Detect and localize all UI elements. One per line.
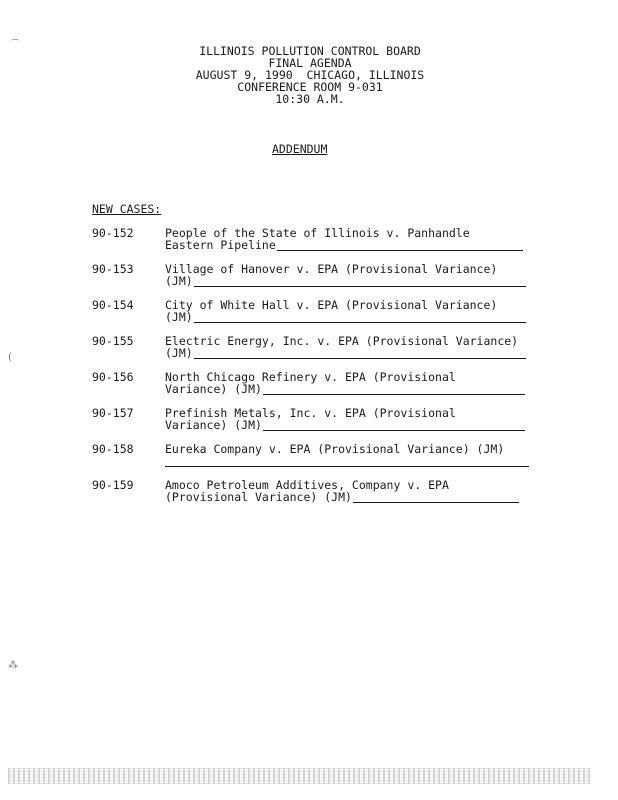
case-number: 90-155 — [92, 334, 134, 348]
case-title-line1: Amoco Petroleum Additives, Company v. EPA — [165, 478, 449, 492]
case-title-line2: Variance) (JM) — [165, 418, 262, 432]
case-title-line1: North Chicago Refinery v. EPA (Provisional — [165, 370, 456, 384]
case-description — [165, 371, 545, 395]
case-description — [165, 299, 545, 323]
case-title-line1: Prefinish Metals, Inc. v. EPA (Provisional — [165, 406, 456, 420]
case-description — [165, 335, 545, 359]
case-description — [165, 407, 545, 431]
case-number: 90-153 — [92, 262, 134, 276]
blank-rule — [277, 240, 523, 251]
document-header — [0, 45, 618, 105]
case-item — [92, 335, 542, 371]
scan-mark-top: ⌒ — [10, 40, 20, 51]
case-list — [92, 227, 542, 515]
case-item — [92, 371, 542, 407]
header-date-location: AUGUST 9, 1990 CHICAGO, ILLINOIS — [195, 68, 425, 82]
case-title-line2: (Provisional Variance) (JM) — [165, 490, 352, 504]
addendum-title: ADDENDUM — [272, 142, 328, 156]
case-number: 90-157 — [92, 406, 134, 420]
header-organization: ILLINOIS POLLUTION CONTROL BOARD — [199, 44, 421, 58]
case-item — [92, 443, 542, 479]
case-number: 90-154 — [92, 298, 134, 312]
scan-mark-bottom: ⁂ — [8, 660, 18, 671]
case-title-line1: Village of Hanover v. EPA (Provisional Variance) — [165, 262, 498, 276]
header-time: 10:30 A.M. — [275, 92, 345, 106]
case-title-line2: (JM) — [165, 274, 193, 288]
case-description — [165, 227, 545, 251]
case-item — [92, 227, 542, 263]
blank-rule — [353, 492, 519, 503]
case-title-line1: People of the State of Illinois v. Panhandle — [165, 226, 470, 240]
case-number: 90-158 — [92, 442, 134, 456]
case-description — [165, 479, 545, 503]
blank-rule — [194, 348, 526, 359]
blank-rule — [165, 456, 529, 467]
case-title-line2: Eastern Pipeline — [165, 238, 276, 252]
blank-rule — [263, 384, 525, 395]
case-title-line1: Eureka Company v. EPA (Provisional Variance) (JM) — [165, 442, 505, 456]
section-heading-new-cases: NEW CASES: — [92, 202, 162, 216]
case-number: 90-159 — [92, 478, 134, 492]
case-title-line2: (JM) — [165, 346, 193, 360]
scan-noise-footer — [8, 768, 590, 784]
case-title-line2: Variance) (JM) — [165, 382, 262, 396]
blank-rule — [263, 420, 525, 431]
scan-mark-middle: ( — [8, 352, 12, 363]
case-item — [92, 479, 542, 515]
case-number: 90-156 — [92, 370, 134, 384]
case-description — [165, 443, 545, 467]
case-item — [92, 407, 542, 443]
case-title-line2: (JM) — [165, 310, 193, 324]
header-room: CONFERENCE ROOM 9-031 — [237, 80, 383, 94]
case-title-line1: Electric Energy, Inc. v. EPA (Provisional Variance) — [165, 334, 519, 348]
blank-rule — [194, 312, 526, 323]
case-number: 90-152 — [92, 226, 134, 240]
case-item — [92, 299, 542, 335]
blank-rule — [194, 276, 526, 287]
case-item — [92, 263, 542, 299]
case-title-line1: City of White Hall v. EPA (Provisional Variance) — [165, 298, 498, 312]
header-agenda-title: FINAL AGENDA — [268, 56, 352, 70]
case-description — [165, 263, 545, 287]
